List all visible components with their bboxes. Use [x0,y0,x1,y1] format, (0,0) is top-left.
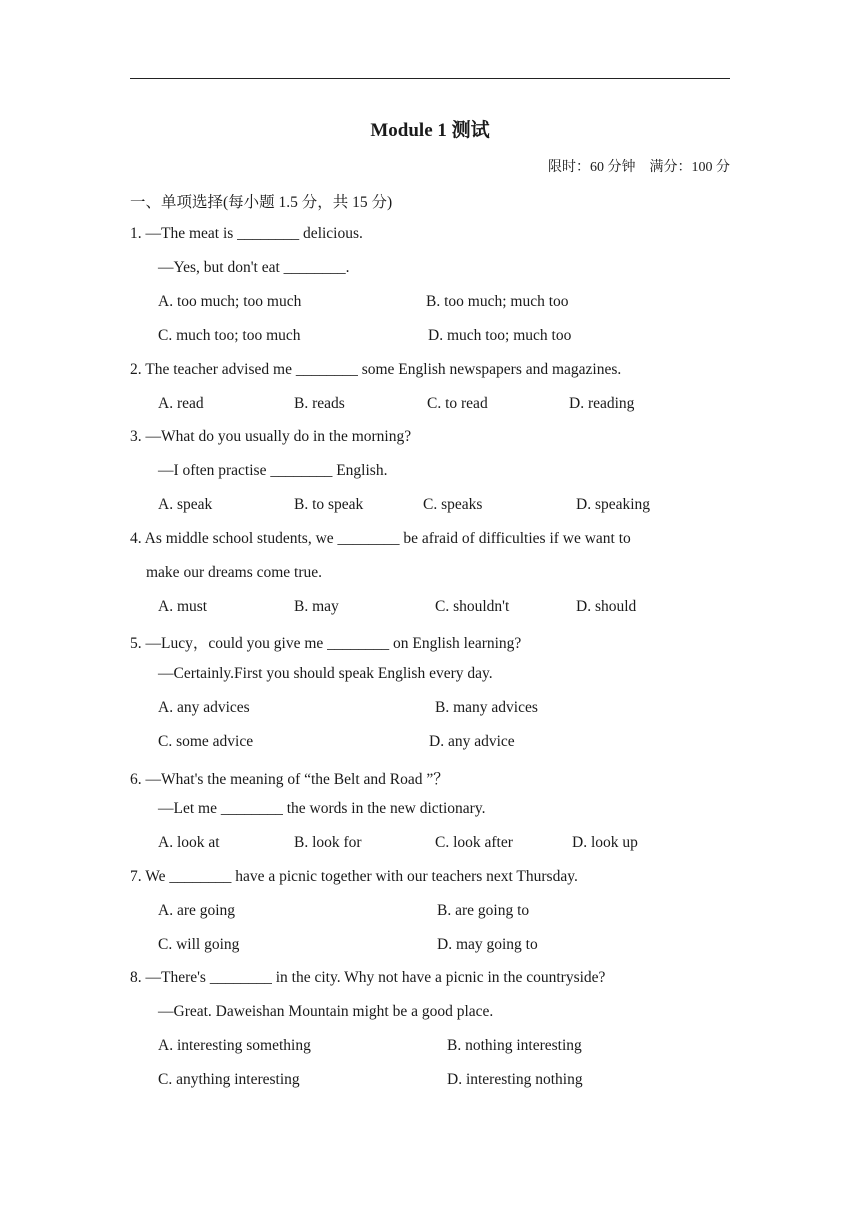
question-7-option-c: C. will going [158,936,240,953]
question-8-option-c: C. anything interesting [158,1071,300,1088]
question-1-option-a: A. too much; too much [158,293,302,310]
question-7-option-a: A. are going [158,902,236,919]
question-3-line-1: 3. —What do you usually do in the morning? [130,428,412,445]
question-2-option-d: D. reading [569,395,635,412]
question-1-line-2: —Yes, but don't eat ________. [158,259,350,276]
question-1-option-b: B. too much; much too [426,293,569,310]
question-2-option-c: C. to read [427,395,488,412]
question-3-option-c: C. speaks [423,496,483,513]
question-8-option-b: B. nothing interesting [447,1037,582,1054]
question-6-option-b: B. look for [294,834,362,851]
question-7-option-d: D. may going to [437,936,538,953]
question-2-option-a: A. read [158,395,204,412]
question-8-option-a: A. interesting something [158,1037,311,1054]
question-1-option-c: C. much too; too much [158,327,301,344]
question-8-line-2: —Great. Daweishan Mountain might be a good place. [158,1003,494,1020]
question-4-option-c: C. shouldn't [435,598,510,615]
question-5-line-2: —Certainly.First you should speak English every day. [158,665,493,682]
question-5-option-d: D. any advice [429,733,515,750]
question-5-option-b: B. many advices [435,699,538,716]
question-4-option-b: B. may [294,598,339,615]
question-8-option-d: D. interesting nothing [447,1071,583,1088]
top-rule [130,78,730,79]
full-score: 满分：100 分 [649,160,730,175]
question-4-line-2: make our dreams come true. [146,564,323,581]
question-8-line-1: 8. —There's ________ in the city. Why not have a picnic in the countryside? [130,969,606,986]
page-title: Module 1 测试 [370,120,490,141]
question-5-line-1: 5. —Lucy，could you give me ________ on English learning? [130,635,522,652]
question-2-option-b: B. reads [294,395,345,412]
exam-meta [534,156,730,176]
question-2-line-1: 2. The teacher advised me ________ some English newspapers and magazines. [130,361,622,378]
question-6-line-1: 6. —What's the meaning of “the Belt and Road ”？ [130,771,449,788]
question-7-option-b: B. are going to [437,902,530,919]
question-4-line-1: 4. As middle school students, we ________ be afraid of difficulties if we want to [130,530,631,547]
question-3-option-a: A. speak [158,496,213,513]
section-title: 一、单项选择(每小题 1.5 分，共 15 分) [130,194,393,211]
question-3-option-d: D. speaking [576,496,651,513]
question-5-option-a: A. any advices [158,699,250,716]
question-5-option-c: C. some advice [158,733,254,750]
question-1-option-d: D. much too; much too [428,327,572,344]
question-7-line-1: 7. We ________ have a picnic together with our teachers next Thursday. [130,868,578,885]
question-6-option-a: A. look at [158,834,220,851]
question-1-line-1: 1. —The meat is ________ delicious. [130,225,363,242]
question-3-line-2: —I often practise ________ English. [158,462,388,479]
question-6-line-2: —Let me ________ the words in the new dictionary. [158,800,486,817]
question-4-option-a: A. must [158,598,208,615]
question-4-option-d: D. should [576,598,637,615]
question-3-option-b: B. to speak [294,496,364,513]
question-6-option-d: D. look up [572,834,638,851]
question-6-option-c: C. look after [435,834,513,851]
time-limit: 限时：60 分钟 [548,160,636,175]
